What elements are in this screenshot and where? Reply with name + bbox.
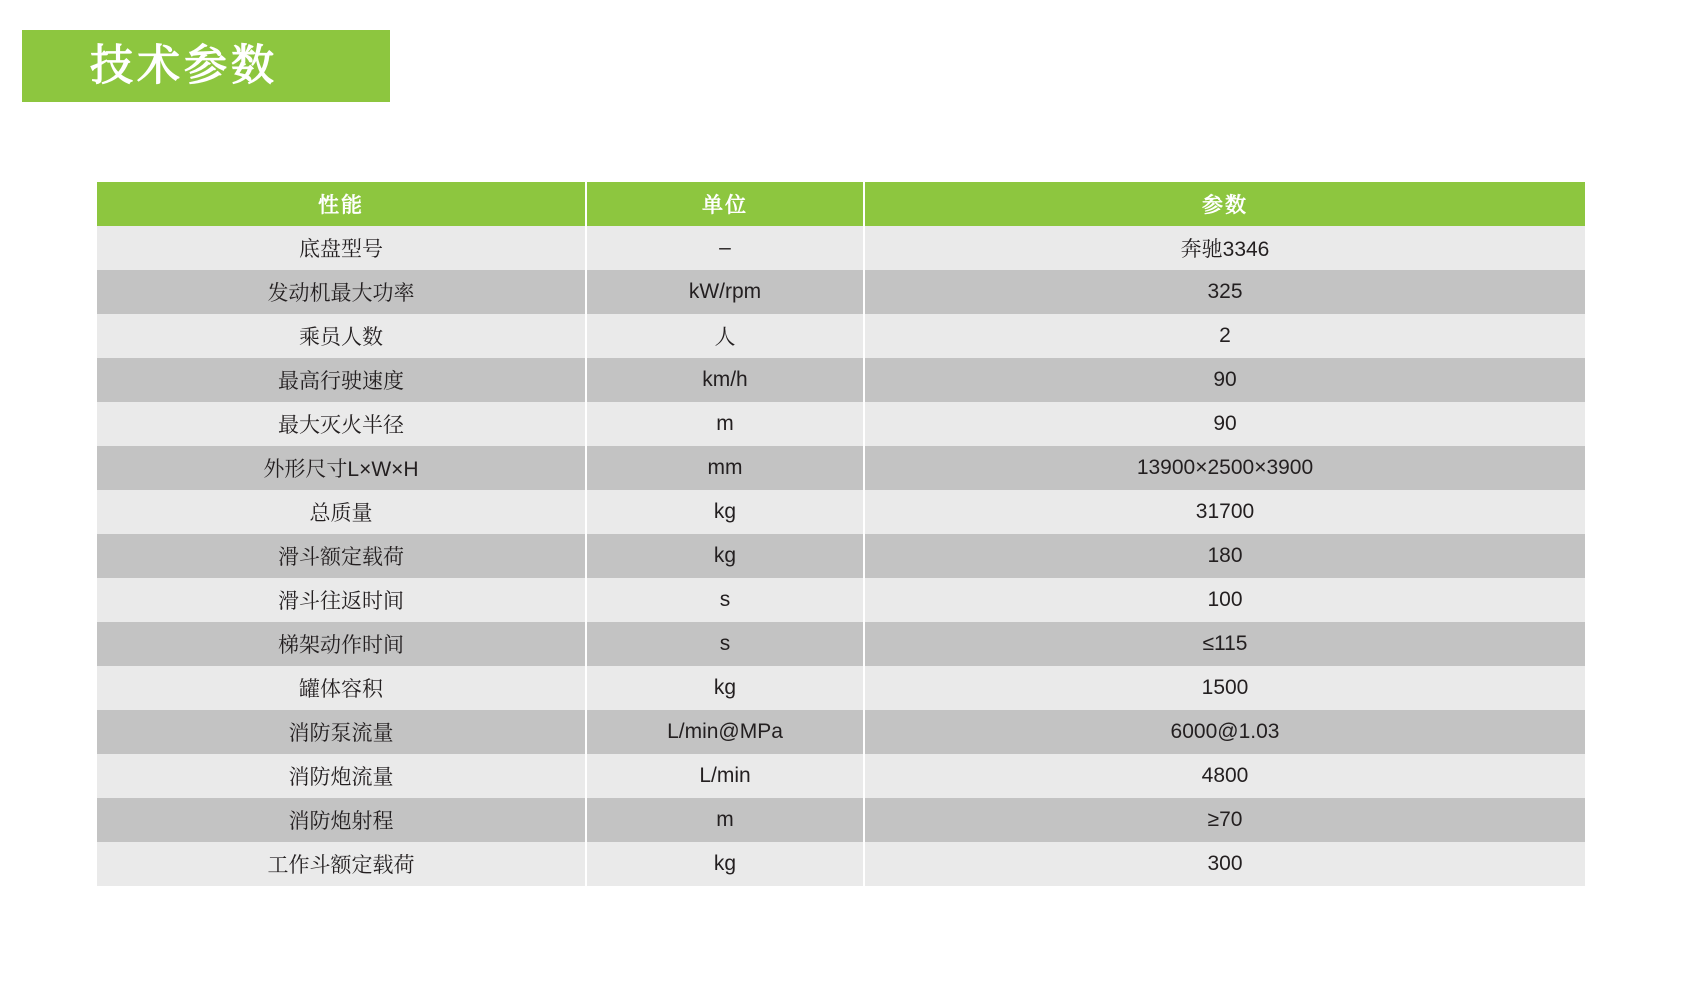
cell-performance: 滑斗额定载荷 (97, 534, 586, 578)
cell-parameter: 90 (864, 358, 1585, 402)
cell-parameter: 13900×2500×3900 (864, 446, 1585, 490)
cell-performance: 最高行驶速度 (97, 358, 586, 402)
cell-unit: kg (586, 534, 864, 578)
cell-unit: L/min@MPa (586, 710, 864, 754)
cell-performance: 外形尺寸L×W×H (97, 446, 586, 490)
cell-parameter: 31700 (864, 490, 1585, 534)
cell-unit: L/min (586, 754, 864, 798)
cell-performance: 发动机最大功率 (97, 270, 586, 314)
cell-parameter: 180 (864, 534, 1585, 578)
table-row (97, 710, 1585, 754)
cell-performance: 梯架动作时间 (97, 622, 586, 666)
cell-parameter: ≤115 (864, 622, 1585, 666)
cell-parameter: 100 (864, 578, 1585, 622)
table-row (97, 446, 1585, 490)
table-row (97, 666, 1585, 710)
cell-parameter: 300 (864, 842, 1585, 886)
cell-unit: – (586, 226, 864, 270)
cell-parameter: 90 (864, 402, 1585, 446)
cell-unit: m (586, 798, 864, 842)
cell-performance: 最大灭火半径 (97, 402, 586, 446)
cell-parameter: 325 (864, 270, 1585, 314)
table-header (97, 182, 1585, 226)
cell-parameter: 1500 (864, 666, 1585, 710)
table-row (97, 842, 1585, 886)
cell-parameter: 6000@1.03 (864, 710, 1585, 754)
table-row (97, 490, 1585, 534)
cell-performance: 消防炮流量 (97, 754, 586, 798)
table-row (97, 270, 1585, 314)
cell-performance: 工作斗额定载荷 (97, 842, 586, 886)
table-body (97, 226, 1585, 886)
cell-unit: kg (586, 842, 864, 886)
technical-parameters-table (97, 182, 1585, 886)
table-row (97, 798, 1585, 842)
cell-unit: km/h (586, 358, 864, 402)
cell-performance: 滑斗往返时间 (97, 578, 586, 622)
cell-unit: 人 (586, 314, 864, 358)
table-row (97, 578, 1585, 622)
table-row (97, 314, 1585, 358)
cell-parameter: 奔驰3346 (864, 226, 1585, 270)
table-row (97, 226, 1585, 270)
cell-unit: s (586, 578, 864, 622)
table-row (97, 534, 1585, 578)
cell-performance: 罐体容积 (97, 666, 586, 710)
cell-performance: 消防炮射程 (97, 798, 586, 842)
table-row (97, 754, 1585, 798)
cell-performance: 底盘型号 (97, 226, 586, 270)
cell-parameter: 2 (864, 314, 1585, 358)
page-title-banner (22, 30, 390, 102)
column-header-performance: 性能 (97, 182, 586, 226)
cell-unit: kW/rpm (586, 270, 864, 314)
table-row (97, 402, 1585, 446)
cell-parameter: 4800 (864, 754, 1585, 798)
table-row (97, 622, 1585, 666)
column-header-unit: 单位 (586, 182, 864, 226)
cell-performance: 消防泵流量 (97, 710, 586, 754)
cell-unit: mm (586, 446, 864, 490)
cell-performance: 总质量 (97, 490, 586, 534)
column-header-parameter: 参数 (864, 182, 1585, 226)
table-row (97, 358, 1585, 402)
cell-unit: kg (586, 490, 864, 534)
cell-parameter: ≥70 (864, 798, 1585, 842)
cell-unit: s (586, 622, 864, 666)
cell-unit: kg (586, 666, 864, 710)
cell-performance: 乘员人数 (97, 314, 586, 358)
cell-unit: m (586, 402, 864, 446)
page-title: 技术参数 (90, 41, 278, 90)
table-header-row (97, 182, 1585, 226)
